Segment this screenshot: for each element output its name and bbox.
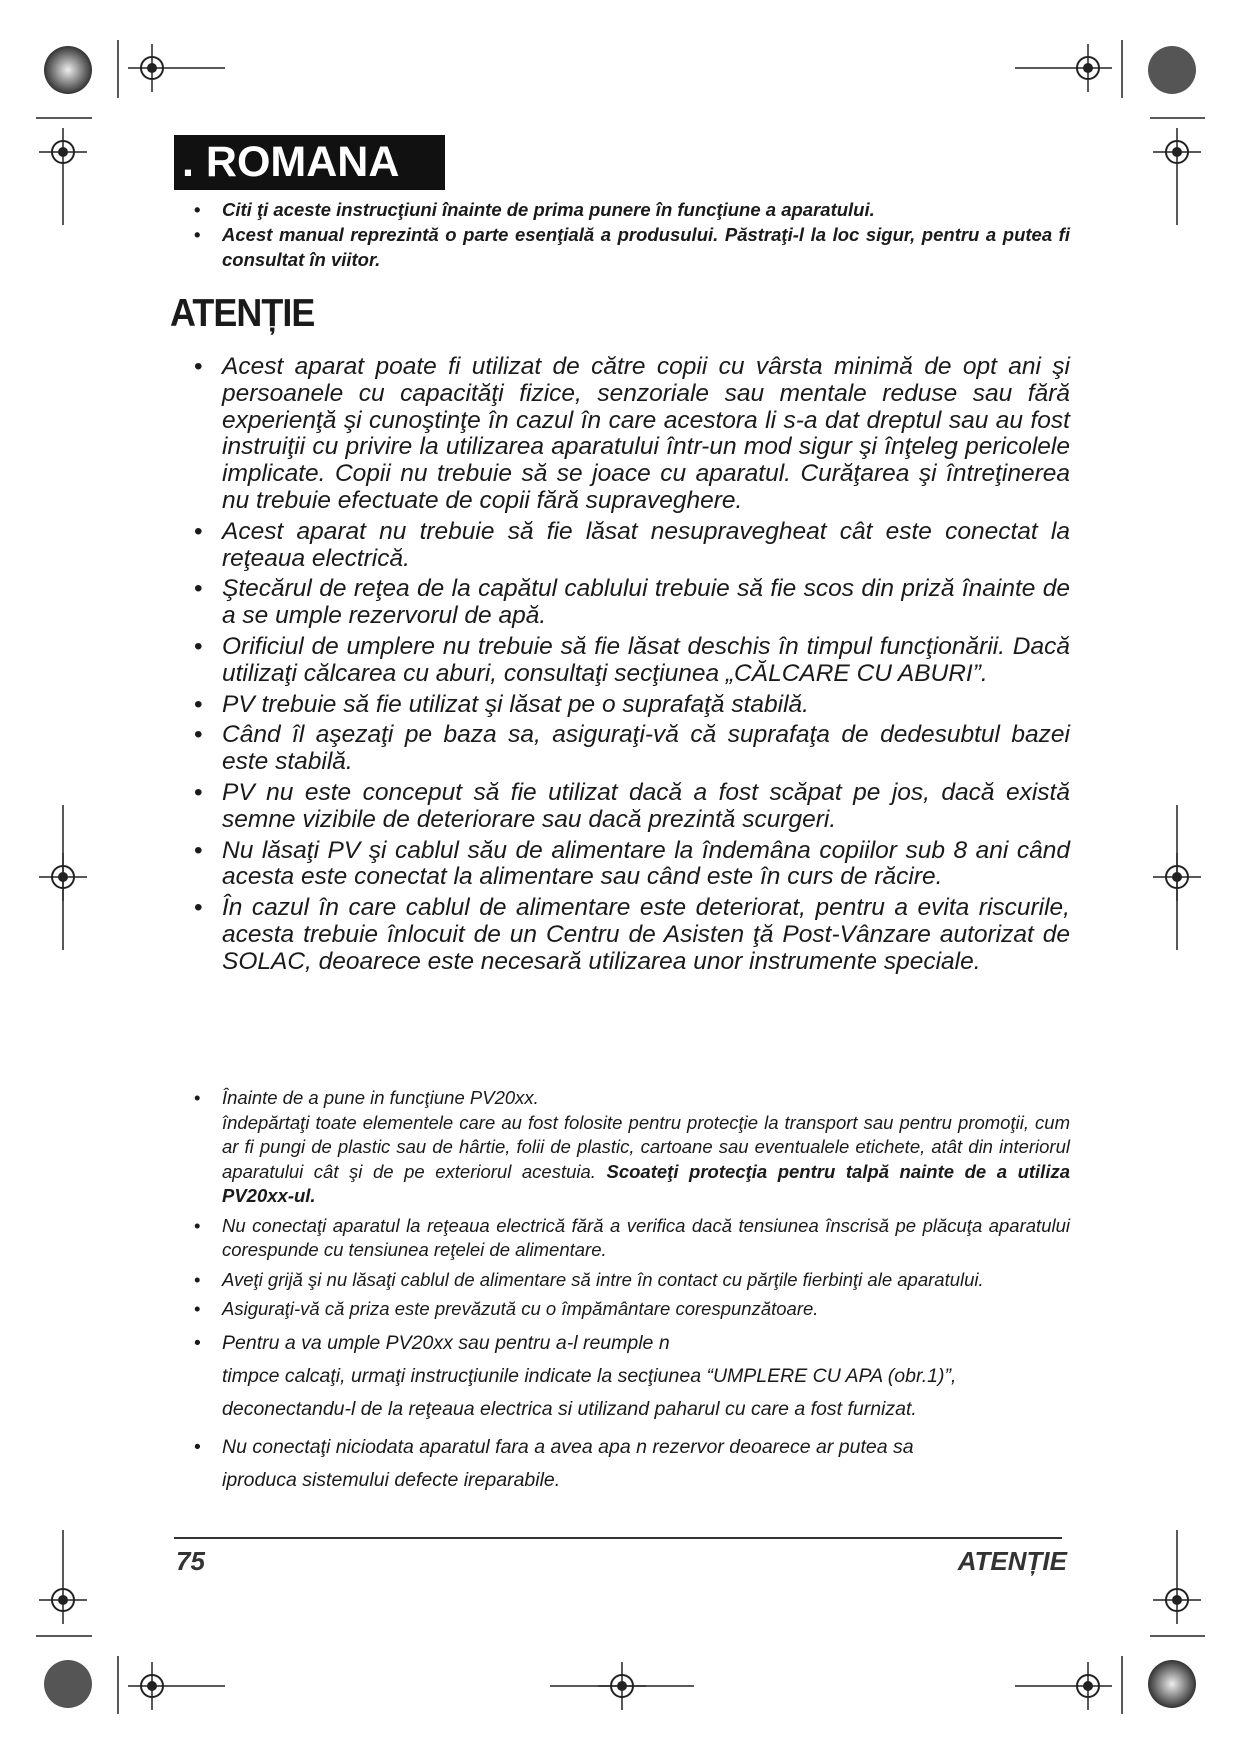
- page-title: ATENȚIE: [170, 292, 315, 335]
- side-mark-right: [1153, 805, 1201, 950]
- page-number: 75: [176, 1546, 205, 1576]
- note-line: iproduca sistemului defecte ireparabile.: [222, 1468, 561, 1491]
- note-line: timpce calcaţi, urmaţi instrucţiunile indicate la secţiunea “UMPLERE CU APA (obr.1)”,: [222, 1364, 957, 1387]
- footer-divider: [174, 1537, 1062, 1539]
- intro-item: • Citi ţi aceste instrucţiuni înainte de prima punere în funcţiune a aparatului.: [190, 197, 1070, 222]
- warning-item: • PV nu este conceput să fie utilizat dacă a fost scăpat pe jos, dacă există semne vizibile de deteriorare sau dacă prezintă scurgeri.: [190, 780, 1070, 834]
- note-emphasis: Scoateţi protecţia pentru talpă nainte de a utiliza PV20xx-ul.: [222, 1160, 1071, 1206]
- note-heading: • Înainte de a pune in funcţiune PV20xx.: [222, 1087, 539, 1108]
- warning-item: • Acest aparat poate fi utilizat de către copii cu vârsta minimă de opt ani şi persoanele cu capacităţi fizice, senzoriale sau mentale reduse sau fără experienţă şi cunoştinţe în cazul în care acestora li s-a dat dreptul sau au fost instruiţii cu privire la utilizarea aparatului într-un mod sigur şi înţeleg pericolele implicate. Copii nu trebuie să se joace cu aparatul. Curăţarea şi întreţinerea nu trebuie efectuate de copii fără supraveghere.: [190, 354, 1070, 515]
- warning-item: • PV trebuie să fie utilizat şi lăsat pe o suprafaţă stabilă.: [190, 692, 1070, 719]
- warning-item: • Orificiul de umplere nu trebuie să fie lăsat deschis în timpul funcţionării. Dacă utilizaţi călcarea cu aburi, consultaţi secţiunea „CĂLCARE CU ABURI”.: [190, 634, 1070, 688]
- warning-list: [190, 354, 1070, 980]
- note-item: [190, 1431, 1070, 1497]
- note-line: • Nu conectaţi niciodata aparatul fara a avea apa n rezervor deoarece ar putea sa: [222, 1435, 914, 1458]
- warning-item: • Nu lăsaţi PV şi cablul său de alimentare la îndemâna copiilor sub 8 ani când acesta este conectat la alimentare sau când este în curs de răcire.: [190, 838, 1070, 892]
- notes-list: [190, 1086, 1070, 1502]
- note-line: • Pentru a va umple PV20xx sau pentru a-l reumple n: [222, 1331, 670, 1354]
- warning-item: • Ştecărul de reţea de la capătul cablului trebuie să fie scos din priză înainte de a se umple rezervorul de apă.: [190, 576, 1070, 630]
- intro-item: • Acest manual reprezintă o parte esenţială a produsului. Păstraţi-l la loc sigur, pentru a putea fi consultat în viitor.: [190, 222, 1070, 272]
- side-mark-left: [39, 805, 87, 950]
- note-item: [190, 1327, 1070, 1426]
- note-line: deconectandu-l de la reţeaua electrica si utilizand paharul cu care a fost furnizat.: [222, 1397, 917, 1420]
- note-item: • Asiguraţi-vă că priza este prevăzută cu o împământare corespunzătoare.: [190, 1297, 1070, 1322]
- warning-item: • Acest aparat nu trebuie să fie lăsat nesupravegheat cât este conectat la reţeaua electrică.: [190, 519, 1070, 573]
- warning-item: • În cazul în care cablul de alimentare este deteriorat, pentru a evita riscurile, acesta trebuie înlocuit de un Centru de Asisten ţă Post-Vânzare autorizat de SOLAC, deoarece este necesară utilizarea unor instrumente speciale.: [190, 895, 1070, 975]
- section-header: . ROMANA: [174, 135, 445, 190]
- note-item: [190, 1086, 1070, 1209]
- warning-item: • Când îl aşezaţi pe baza sa, asiguraţi-vă că suprafaţa de dedesubtul bazei este stabilă.: [190, 722, 1070, 776]
- bottom-center-mark: [550, 1662, 694, 1710]
- footer-section-title: ATENȚIE: [957, 1546, 1067, 1576]
- note-item: • Nu conectaţi aparatul la reţeaua electrică fără a verifica dacă tensiunea înscrisă pe plăcuţa aparatului corespunde cu tensiunea reţelei de alimentare.: [190, 1214, 1070, 1263]
- intro-list: [190, 197, 1070, 272]
- note-body: îndepărtaţi toate elementele care au fost folosite pentru protecţie la transport sau pentru promoţii, cum ar fi pungi de plastic sau de hârtie, folii de plastic, cartoane sau eventualele etichete, atât din interiorul aparatului cât şi de pe exteriorul acestuia.: [222, 1111, 1070, 1182]
- note-item: • Aveţi grijă şi nu lăsaţi cablul de alimentare să intre în contact cu părţile fierbinţi ale aparatului.: [190, 1268, 1070, 1293]
